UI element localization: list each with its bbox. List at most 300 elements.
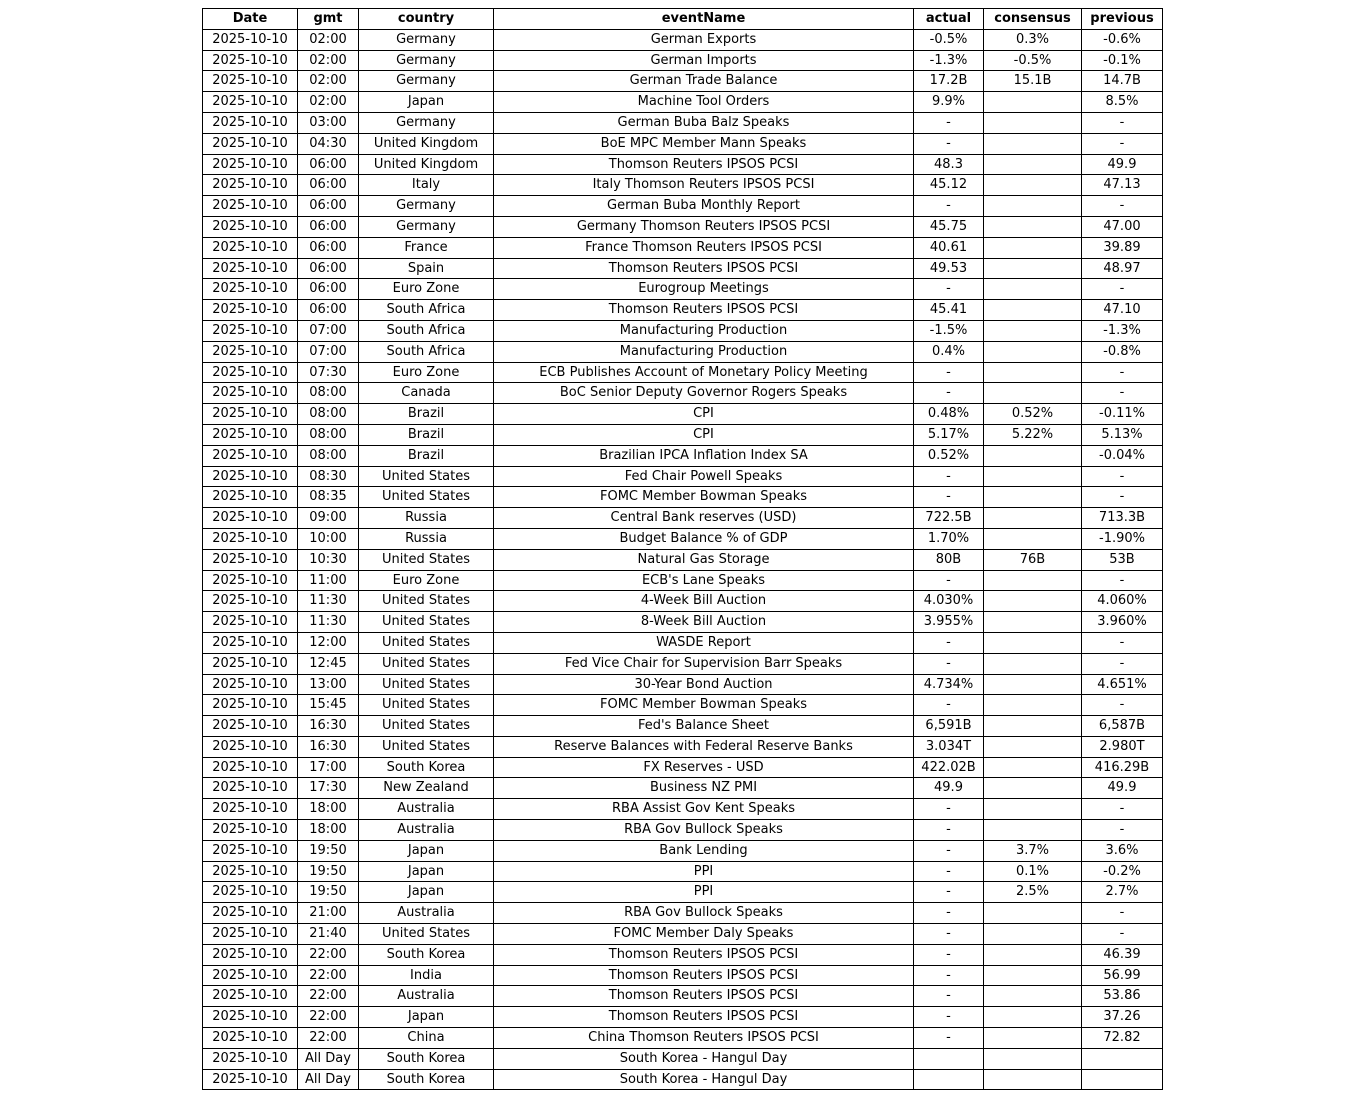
table-row [203, 944, 1163, 965]
cell-country: South Africa [359, 300, 494, 321]
cell-country: United States [359, 716, 494, 737]
cell-actual: 17.2B [914, 71, 984, 92]
cell-consensus [984, 445, 1082, 466]
cell-date: 2025-10-10 [203, 29, 298, 50]
cell-previous: - [1082, 466, 1163, 487]
cell-eventname: Natural Gas Storage [494, 549, 914, 570]
cell-country: Russia [359, 508, 494, 529]
cell-previous: 49.9 [1082, 154, 1163, 175]
cell-gmt: 06:00 [298, 175, 359, 196]
cell-date: 2025-10-10 [203, 861, 298, 882]
cell-gmt: 02:00 [298, 29, 359, 50]
cell-consensus [984, 154, 1082, 175]
cell-gmt: All Day [298, 1069, 359, 1090]
cell-gmt: 10:30 [298, 549, 359, 570]
cell-gmt: 06:00 [298, 196, 359, 217]
cell-actual: - [914, 279, 984, 300]
cell-consensus: 15.1B [984, 71, 1082, 92]
cell-consensus [984, 570, 1082, 591]
cell-consensus [984, 528, 1082, 549]
cell-actual: 49.9 [914, 778, 984, 799]
cell-consensus [984, 92, 1082, 113]
cell-date: 2025-10-10 [203, 71, 298, 92]
cell-eventname: RBA Gov Bullock Speaks [494, 903, 914, 924]
cell-country: Germany [359, 196, 494, 217]
cell-previous: 2.980T [1082, 736, 1163, 757]
cell-actual: - [914, 799, 984, 820]
cell-country: Italy [359, 175, 494, 196]
cell-date: 2025-10-10 [203, 1069, 298, 1090]
cell-consensus [984, 653, 1082, 674]
cell-gmt: 04:30 [298, 133, 359, 154]
cell-consensus [984, 716, 1082, 737]
cell-actual: - [914, 653, 984, 674]
cell-actual: 0.52% [914, 445, 984, 466]
cell-actual [914, 1069, 984, 1090]
cell-actual: - [914, 466, 984, 487]
cell-actual: - [914, 840, 984, 861]
cell-date: 2025-10-10 [203, 528, 298, 549]
cell-eventname: Manufacturing Production [494, 341, 914, 362]
table-row [203, 29, 1163, 50]
cell-eventname: Thomson Reuters IPSOS PCSI [494, 944, 914, 965]
cell-country: India [359, 965, 494, 986]
column-header-date: Date [203, 9, 298, 30]
cell-previous: 416.29B [1082, 757, 1163, 778]
table-row [203, 1069, 1163, 1090]
cell-date: 2025-10-10 [203, 424, 298, 445]
cell-actual: 9.9% [914, 92, 984, 113]
cell-previous: -0.04% [1082, 445, 1163, 466]
cell-previous: 53B [1082, 549, 1163, 570]
cell-actual: - [914, 924, 984, 945]
cell-previous: 46.39 [1082, 944, 1163, 965]
cell-actual: 45.41 [914, 300, 984, 321]
cell-country: New Zealand [359, 778, 494, 799]
cell-country: Russia [359, 528, 494, 549]
cell-previous: -0.6% [1082, 29, 1163, 50]
cell-eventname: 8-Week Bill Auction [494, 612, 914, 633]
cell-date: 2025-10-10 [203, 341, 298, 362]
cell-consensus [984, 591, 1082, 612]
cell-actual: - [914, 986, 984, 1007]
table-row [203, 840, 1163, 861]
cell-date: 2025-10-10 [203, 196, 298, 217]
table-row [203, 196, 1163, 217]
cell-country: Euro Zone [359, 570, 494, 591]
cell-consensus: 0.3% [984, 29, 1082, 50]
cell-gmt: 08:30 [298, 466, 359, 487]
table-row [203, 695, 1163, 716]
cell-gmt: 21:00 [298, 903, 359, 924]
cell-previous: - [1082, 570, 1163, 591]
table-row [203, 112, 1163, 133]
cell-gmt: 22:00 [298, 944, 359, 965]
table-row [203, 508, 1163, 529]
table-row [203, 237, 1163, 258]
cell-eventname: Italy Thomson Reuters IPSOS PCSI [494, 175, 914, 196]
cell-country: Japan [359, 840, 494, 861]
table-row [203, 612, 1163, 633]
cell-previous: 39.89 [1082, 237, 1163, 258]
cell-eventname: Thomson Reuters IPSOS PCSI [494, 300, 914, 321]
cell-consensus: 0.52% [984, 404, 1082, 425]
cell-eventname: German Buba Monthly Report [494, 196, 914, 217]
table-row [203, 924, 1163, 945]
cell-gmt: 12:45 [298, 653, 359, 674]
cell-consensus [984, 362, 1082, 383]
cell-eventname: Eurogroup Meetings [494, 279, 914, 300]
table-row [203, 882, 1163, 903]
cell-date: 2025-10-10 [203, 112, 298, 133]
cell-country: United States [359, 612, 494, 633]
cell-eventname: Fed Vice Chair for Supervision Barr Speaks [494, 653, 914, 674]
cell-previous: 713.3B [1082, 508, 1163, 529]
cell-actual: 48.3 [914, 154, 984, 175]
table-row [203, 903, 1163, 924]
cell-date: 2025-10-10 [203, 757, 298, 778]
cell-eventname: FOMC Member Bowman Speaks [494, 695, 914, 716]
cell-eventname: PPI [494, 861, 914, 882]
cell-date: 2025-10-10 [203, 965, 298, 986]
cell-gmt: 11:00 [298, 570, 359, 591]
cell-eventname: 30-Year Bond Auction [494, 674, 914, 695]
cell-actual: - [914, 112, 984, 133]
cell-gmt: 11:30 [298, 612, 359, 633]
cell-consensus [984, 279, 1082, 300]
cell-consensus: -0.5% [984, 50, 1082, 71]
cell-date: 2025-10-10 [203, 799, 298, 820]
cell-country: Japan [359, 92, 494, 113]
cell-consensus [984, 216, 1082, 237]
cell-date: 2025-10-10 [203, 487, 298, 508]
cell-date: 2025-10-10 [203, 175, 298, 196]
cell-date: 2025-10-10 [203, 570, 298, 591]
cell-previous: -1.3% [1082, 320, 1163, 341]
cell-date: 2025-10-10 [203, 445, 298, 466]
table-row [203, 133, 1163, 154]
cell-consensus: 3.7% [984, 840, 1082, 861]
cell-country: Australia [359, 799, 494, 820]
cell-consensus [984, 944, 1082, 965]
cell-previous: -0.2% [1082, 861, 1163, 882]
cell-previous: - [1082, 487, 1163, 508]
cell-country: United Kingdom [359, 133, 494, 154]
cell-eventname: 4-Week Bill Auction [494, 591, 914, 612]
cell-eventname: Business NZ PMI [494, 778, 914, 799]
table-row [203, 279, 1163, 300]
cell-previous: -0.1% [1082, 50, 1163, 71]
cell-gmt: 06:00 [298, 237, 359, 258]
table-row [203, 799, 1163, 820]
table-row [203, 92, 1163, 113]
table-row [203, 487, 1163, 508]
cell-actual: - [914, 487, 984, 508]
cell-country: Japan [359, 1007, 494, 1028]
cell-gmt: 08:00 [298, 445, 359, 466]
cell-gmt: 06:00 [298, 216, 359, 237]
cell-consensus [984, 986, 1082, 1007]
cell-consensus [984, 1048, 1082, 1069]
cell-actual: - [914, 570, 984, 591]
cell-country: South Korea [359, 757, 494, 778]
cell-eventname: Thomson Reuters IPSOS PCSI [494, 154, 914, 175]
cell-country: Brazil [359, 424, 494, 445]
table-row [203, 778, 1163, 799]
cell-date: 2025-10-10 [203, 695, 298, 716]
cell-country: Brazil [359, 404, 494, 425]
cell-country: South Korea [359, 1069, 494, 1090]
cell-eventname: Thomson Reuters IPSOS PCSI [494, 986, 914, 1007]
cell-actual: 45.12 [914, 175, 984, 196]
cell-date: 2025-10-10 [203, 1048, 298, 1069]
cell-gmt: 02:00 [298, 50, 359, 71]
cell-previous: - [1082, 196, 1163, 217]
cell-previous: - [1082, 133, 1163, 154]
cell-actual: - [914, 133, 984, 154]
cell-previous: - [1082, 279, 1163, 300]
cell-consensus [984, 674, 1082, 695]
table-row [203, 175, 1163, 196]
cell-date: 2025-10-10 [203, 986, 298, 1007]
cell-country: Euro Zone [359, 279, 494, 300]
cell-country: South Africa [359, 341, 494, 362]
cell-consensus [984, 196, 1082, 217]
cell-actual: 0.48% [914, 404, 984, 425]
cell-actual: 3.955% [914, 612, 984, 633]
cell-actual: - [914, 632, 984, 653]
cell-date: 2025-10-10 [203, 653, 298, 674]
cell-previous: - [1082, 903, 1163, 924]
cell-consensus [984, 903, 1082, 924]
cell-actual: -1.3% [914, 50, 984, 71]
cell-consensus [984, 1007, 1082, 1028]
cell-actual: 722.5B [914, 508, 984, 529]
table-row [203, 154, 1163, 175]
column-header-actual: actual [914, 9, 984, 30]
cell-previous: - [1082, 695, 1163, 716]
cell-gmt: 06:00 [298, 300, 359, 321]
cell-consensus [984, 1069, 1082, 1090]
cell-actual: - [914, 383, 984, 404]
cell-consensus [984, 965, 1082, 986]
table-row [203, 216, 1163, 237]
cell-previous: - [1082, 112, 1163, 133]
cell-eventname: BoE MPC Member Mann Speaks [494, 133, 914, 154]
cell-country: China [359, 1028, 494, 1049]
cell-country: United States [359, 549, 494, 570]
cell-eventname: Bank Lending [494, 840, 914, 861]
cell-previous: 3.960% [1082, 612, 1163, 633]
cell-date: 2025-10-10 [203, 924, 298, 945]
cell-country: Germany [359, 50, 494, 71]
table-row [203, 71, 1163, 92]
cell-previous: - [1082, 820, 1163, 841]
cell-country: United Kingdom [359, 154, 494, 175]
cell-country: United States [359, 736, 494, 757]
cell-date: 2025-10-10 [203, 258, 298, 279]
cell-eventname: South Korea - Hangul Day [494, 1069, 914, 1090]
cell-gmt: 08:00 [298, 424, 359, 445]
cell-country: Japan [359, 861, 494, 882]
cell-gmt: 16:30 [298, 736, 359, 757]
cell-eventname: Thomson Reuters IPSOS PCSI [494, 1007, 914, 1028]
cell-gmt: 17:00 [298, 757, 359, 778]
cell-gmt: 15:45 [298, 695, 359, 716]
cell-country: Germany [359, 112, 494, 133]
cell-actual: 6,591B [914, 716, 984, 737]
cell-date: 2025-10-10 [203, 508, 298, 529]
cell-actual: - [914, 1007, 984, 1028]
cell-gmt: 09:00 [298, 508, 359, 529]
cell-actual: 422.02B [914, 757, 984, 778]
column-header-country: country [359, 9, 494, 30]
cell-country: United States [359, 653, 494, 674]
table-row [203, 570, 1163, 591]
cell-date: 2025-10-10 [203, 404, 298, 425]
cell-previous: -1.90% [1082, 528, 1163, 549]
cell-date: 2025-10-10 [203, 882, 298, 903]
cell-country: Canada [359, 383, 494, 404]
cell-previous: 5.13% [1082, 424, 1163, 445]
cell-gmt: 11:30 [298, 591, 359, 612]
cell-date: 2025-10-10 [203, 300, 298, 321]
cell-eventname: CPI [494, 404, 914, 425]
cell-gmt: 21:40 [298, 924, 359, 945]
cell-date: 2025-10-10 [203, 320, 298, 341]
cell-previous: 47.10 [1082, 300, 1163, 321]
cell-consensus [984, 175, 1082, 196]
cell-previous: - [1082, 383, 1163, 404]
cell-country: France [359, 237, 494, 258]
cell-consensus [984, 924, 1082, 945]
cell-country: United States [359, 632, 494, 653]
cell-country: United States [359, 695, 494, 716]
cell-gmt: 12:00 [298, 632, 359, 653]
cell-consensus: 0.1% [984, 861, 1082, 882]
cell-eventname: Fed's Balance Sheet [494, 716, 914, 737]
column-header-previous: previous [1082, 9, 1163, 30]
cell-gmt: 07:30 [298, 362, 359, 383]
cell-consensus [984, 300, 1082, 321]
column-header-gmt: gmt [298, 9, 359, 30]
cell-gmt: 07:00 [298, 320, 359, 341]
cell-gmt: 17:30 [298, 778, 359, 799]
cell-country: Brazil [359, 445, 494, 466]
cell-actual: - [914, 820, 984, 841]
cell-actual: 4.734% [914, 674, 984, 695]
cell-previous: 4.651% [1082, 674, 1163, 695]
table-row [203, 300, 1163, 321]
cell-gmt: 06:00 [298, 258, 359, 279]
cell-gmt: 19:50 [298, 840, 359, 861]
cell-consensus [984, 695, 1082, 716]
economic-calendar-table [202, 8, 1163, 1090]
cell-actual: - [914, 1028, 984, 1049]
cell-date: 2025-10-10 [203, 674, 298, 695]
cell-actual: 40.61 [914, 237, 984, 258]
cell-eventname: German Imports [494, 50, 914, 71]
cell-country: United States [359, 924, 494, 945]
cell-actual [914, 1048, 984, 1069]
cell-previous: - [1082, 362, 1163, 383]
cell-eventname: ECB Publishes Account of Monetary Policy Meeting [494, 362, 914, 383]
cell-actual: - [914, 944, 984, 965]
cell-actual: 49.53 [914, 258, 984, 279]
cell-previous: 49.9 [1082, 778, 1163, 799]
cell-previous: 72.82 [1082, 1028, 1163, 1049]
cell-country: South Africa [359, 320, 494, 341]
table-row [203, 1028, 1163, 1049]
cell-consensus [984, 757, 1082, 778]
cell-date: 2025-10-10 [203, 612, 298, 633]
cell-actual: -0.5% [914, 29, 984, 50]
column-header-eventname: eventName [494, 9, 914, 30]
column-header-consensus: consensus [984, 9, 1082, 30]
cell-previous: 48.97 [1082, 258, 1163, 279]
table-body [203, 29, 1163, 1090]
cell-consensus [984, 383, 1082, 404]
table-row [203, 653, 1163, 674]
table-row [203, 1007, 1163, 1028]
cell-actual: - [914, 861, 984, 882]
cell-date: 2025-10-10 [203, 92, 298, 113]
cell-previous: - [1082, 924, 1163, 945]
cell-consensus: 5.22% [984, 424, 1082, 445]
table-row [203, 1048, 1163, 1069]
table-header [203, 9, 1163, 30]
cell-date: 2025-10-10 [203, 362, 298, 383]
cell-country: Australia [359, 820, 494, 841]
cell-date: 2025-10-10 [203, 279, 298, 300]
cell-eventname: ECB's Lane Speaks [494, 570, 914, 591]
cell-actual: 1.70% [914, 528, 984, 549]
cell-consensus [984, 736, 1082, 757]
cell-actual: - [914, 882, 984, 903]
cell-eventname: Brazilian IPCA Inflation Index SA [494, 445, 914, 466]
cell-eventname: Thomson Reuters IPSOS PCSI [494, 965, 914, 986]
table-header-row [203, 9, 1163, 30]
cell-eventname: PPI [494, 882, 914, 903]
cell-consensus [984, 466, 1082, 487]
cell-date: 2025-10-10 [203, 778, 298, 799]
cell-date: 2025-10-10 [203, 50, 298, 71]
table-row [203, 383, 1163, 404]
cell-country: Spain [359, 258, 494, 279]
cell-date: 2025-10-10 [203, 840, 298, 861]
table-row [203, 50, 1163, 71]
cell-eventname: FX Reserves - USD [494, 757, 914, 778]
cell-previous: - [1082, 632, 1163, 653]
cell-gmt: 19:50 [298, 882, 359, 903]
table-row [203, 674, 1163, 695]
cell-date: 2025-10-10 [203, 1007, 298, 1028]
cell-actual: - [914, 362, 984, 383]
cell-actual: 5.17% [914, 424, 984, 445]
cell-consensus [984, 799, 1082, 820]
table-row [203, 424, 1163, 445]
cell-actual: 3.034T [914, 736, 984, 757]
cell-eventname: South Korea - Hangul Day [494, 1048, 914, 1069]
cell-previous [1082, 1048, 1163, 1069]
cell-consensus [984, 237, 1082, 258]
cell-gmt: 03:00 [298, 112, 359, 133]
cell-previous: 53.86 [1082, 986, 1163, 1007]
cell-consensus [984, 112, 1082, 133]
cell-country: Germany [359, 216, 494, 237]
cell-gmt: 10:00 [298, 528, 359, 549]
cell-actual: - [914, 695, 984, 716]
